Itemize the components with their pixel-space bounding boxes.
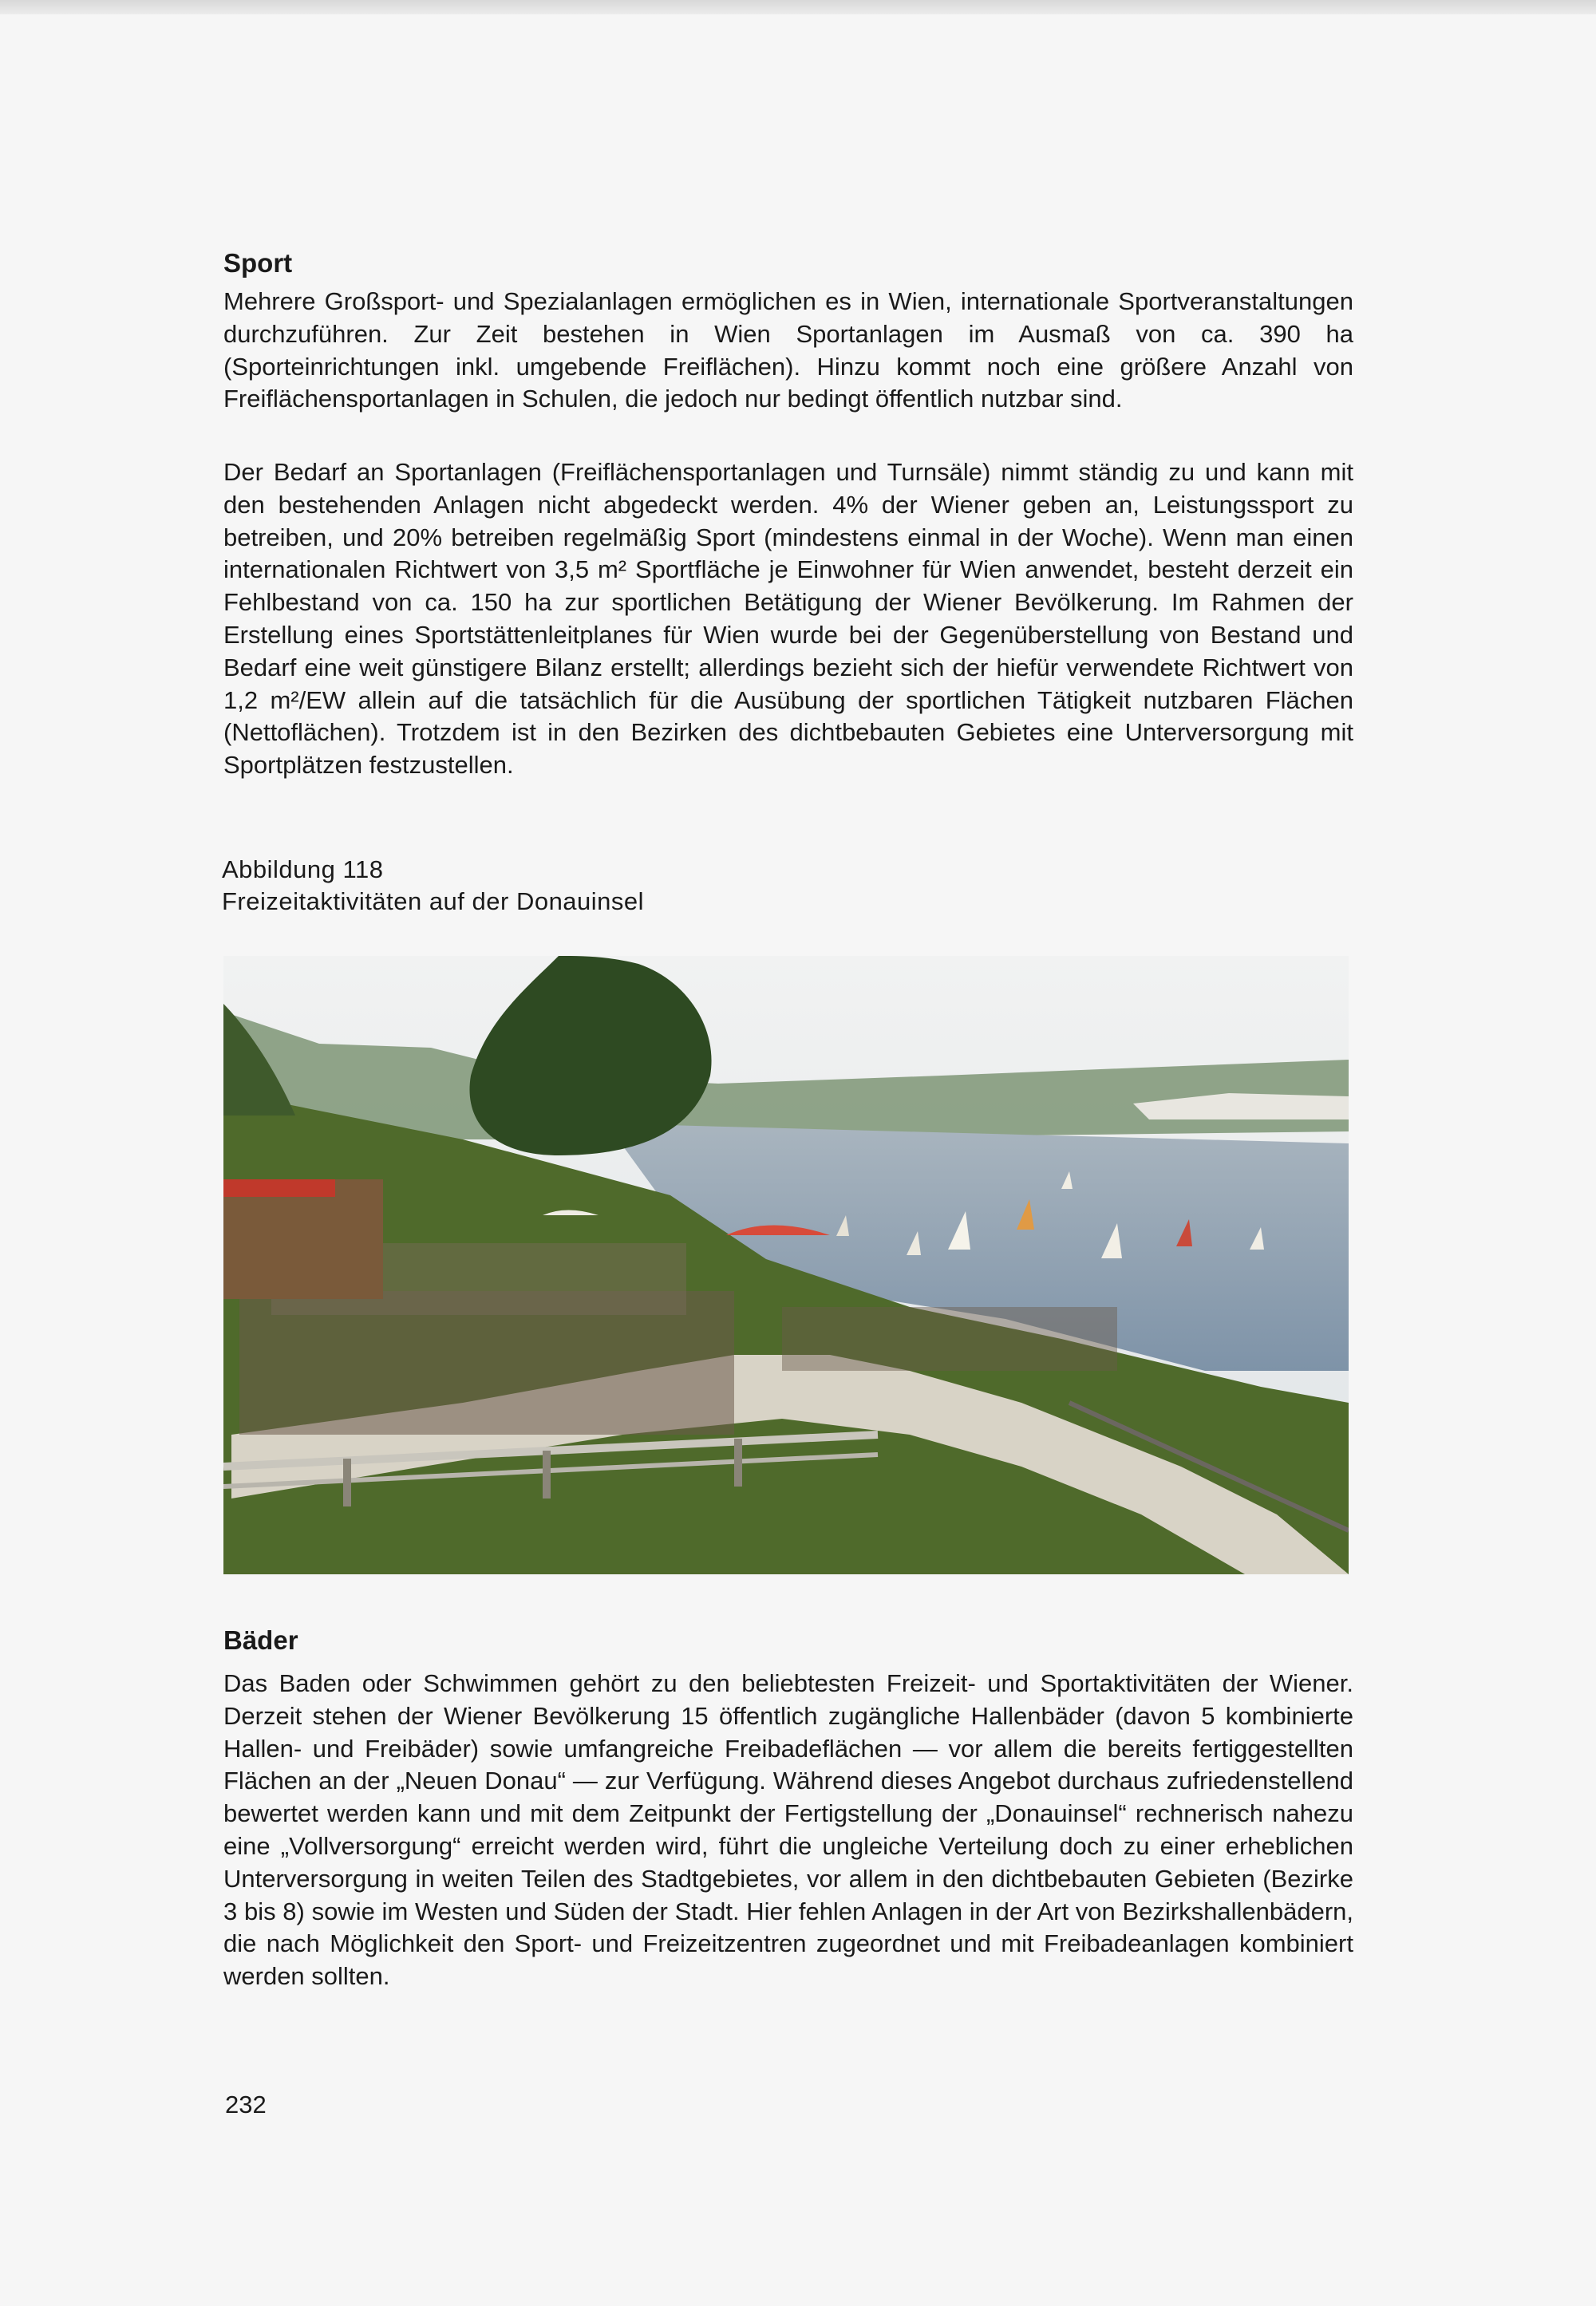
- figure-photo-donauinsel: [223, 956, 1349, 1574]
- kiosk-stand: [223, 1179, 383, 1299]
- scan-top-edge: [0, 0, 1596, 14]
- section-heading-baeder: Bäder: [223, 1625, 298, 1655]
- figure-title: Freizeitaktivitäten auf der Donauinsel: [222, 887, 645, 915]
- sport-paragraph-1: Mehrere Großsport- und Spezialanlagen ermöglichen es in Wien, internationale Sportveranstaltungen durchzuführen. Zur Zeit bestehen in Wien Sportanlagen im Ausmaß von ca. 390 ha (Sporteinrichtungen inkl. umgebende Freiflächen). Hinzu kommt noch eine größere Anzahl von Freiflächensportanlagen in Schulen, die jedoch nur bedingt öffentlich nutzbar sind.: [223, 287, 1353, 413]
- page-number: 232: [225, 2091, 267, 2118]
- baeder-paragraph: Das Baden oder Schwimmen gehört zu den beliebtesten Freizeit- und Sportaktivitäten der Wiener. Derzeit stehen der Wiener Bevölkerung 15 öffentlich zugängliche Hallenbäder (davon 5 kombinierte Hallen- und Freibäder) sowie umfangreiche Freibadeflächen — vor allem die bereits fertiggestellten Flächen an der „Neuen Donau“ — zur Verfügung. Während dieses Angebot durchaus zufriedenstellend bewertet werden kann und mit dem Zeitpunkt der Fertigstellung der „Donauinsel“ rechnerisch nahezu eine „Vollversorgung“ erreicht werden wird, führt die ungleiche Verteilung doch zu einer erheblichen Unterversorgung in weiten Teilen des Stadtgebietes, vor allem in den dichtbebauten Gebieten (Bezirke 3 bis 8) sowie im Westen und Süden der Stadt. Hier fehlen Anlagen in der Art von Bezirkshallenbädern, die nach Möglichkeit den Sport- und Freizeitzentren zugeordnet und mit Freibadeanlagen kombiniert werden sollten.: [223, 1669, 1353, 1991]
- figure-label: Abbildung 118: [222, 855, 384, 883]
- kiosk-awning: [223, 1179, 335, 1197]
- sport-paragraph-2: Der Bedarf an Sportanlagen (Freiflächensportanlagen und Turnsäle) nimmt ständig zu und kann mit den bestehenden Anlagen nicht abgedeckt werden. 4% der Wiener geben an, Leistungssport zu betreiben, und 20% betreiben regelmäßig Sport (mindestens einmal in der Woche). Wenn man einen internationalen Richtwert von 3,5 m² Sportfläche je Einwohner für Wien anwendet, besteht derzeit ein Fehlbestand von ca. 150 ha zur sportlichen Betätigung der Wiener Bevölkerung. Im Rahmen der Erstellung eines Sportstättenleitplanes für Wien wurde bei der Gegenüberstellung von Bestand und Bedarf eine weit günstigere Bilanz erstellt; allerdings bezieht sich der hiefür verwendete Richtwert von 1,2 m²/EW allein auf die tatsächlich für die Ausübung der sportlichen Tätigkeit nutzbaren Flächen (Nettoflächen). Trotzdem ist in den Bezirken des dichtbebauten Gebietes eine Unterversorgung mit Sportplätzen festzustellen.: [223, 458, 1353, 780]
- section-heading-sport: Sport: [223, 248, 293, 278]
